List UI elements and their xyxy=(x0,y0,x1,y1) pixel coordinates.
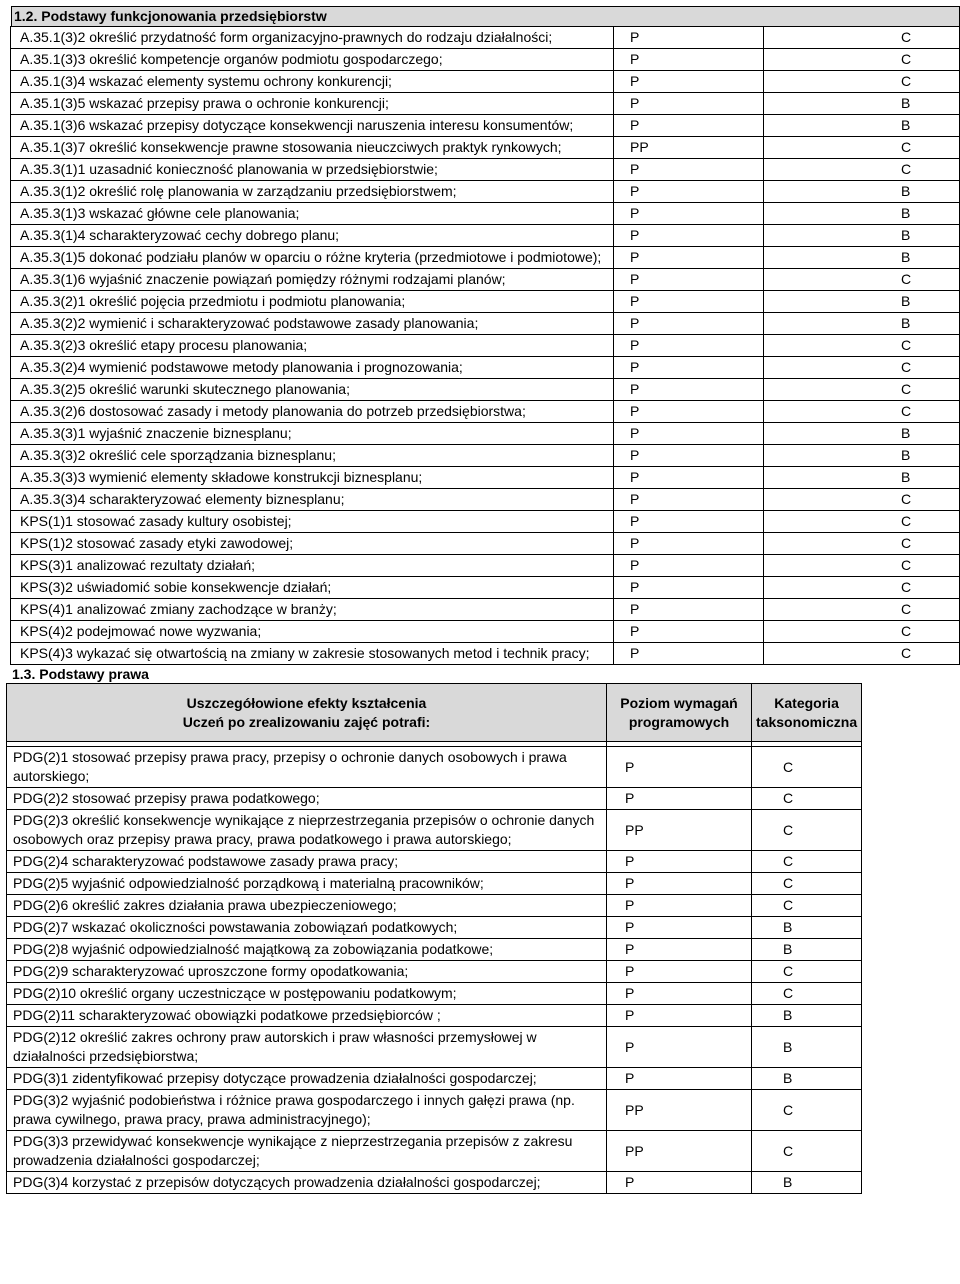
table-row xyxy=(11,49,960,71)
taxonomic-category: C xyxy=(764,621,960,643)
section-1-table xyxy=(10,26,960,665)
taxonomic-category: C xyxy=(752,788,862,810)
requirement-level: P xyxy=(607,747,752,788)
taxonomic-category: C xyxy=(764,379,960,401)
taxonomic-category: B xyxy=(752,1068,862,1090)
requirement-level: P xyxy=(614,555,764,577)
taxonomic-category: B xyxy=(752,939,862,961)
outcome-text: KPS(3)1 analizować rezultaty działań; xyxy=(11,555,614,577)
taxonomic-category: C xyxy=(752,895,862,917)
outcome-text: PDG(2)5 wyjaśnić odpowiedzialność porządkową i materialną pracowników; xyxy=(7,873,607,895)
outcome-text: PDG(2)4 scharakteryzować podstawowe zasady prawa pracy; xyxy=(7,851,607,873)
requirement-level: P xyxy=(607,1172,752,1194)
outcome-text: PDG(3)4 korzystać z przepisów dotyczących prowadzenia działalności gospodarczej; xyxy=(7,1172,607,1194)
taxonomic-category: C xyxy=(764,357,960,379)
table-row xyxy=(11,533,960,555)
outcome-text: A.35.3(2)3 określić etapy procesu planowania; xyxy=(11,335,614,357)
section-1-title: 1.2. Podstawy funkcjonowania przedsiębiorstw xyxy=(11,6,960,26)
outcome-text: A.35.3(3)1 wyjaśnić znaczenie biznesplanu; xyxy=(11,423,614,445)
taxonomic-category: C xyxy=(764,511,960,533)
requirement-level: P xyxy=(614,335,764,357)
taxonomic-category: B xyxy=(764,423,960,445)
outcome-text: A.35.3(1)6 wyjaśnić znaczenie powiązań pomiędzy różnymi rodzajami planów; xyxy=(11,269,614,291)
outcome-text: A.35.3(2)2 wymienić i scharakteryzować podstawowe zasady planowania; xyxy=(11,313,614,335)
table-row xyxy=(11,71,960,93)
table-row xyxy=(11,203,960,225)
table-row xyxy=(11,489,960,511)
requirement-level: P xyxy=(614,115,764,137)
requirement-level: P xyxy=(614,181,764,203)
outcome-text: PDG(2)8 wyjaśnić odpowiedzialność majątkową za zobowiązania podatkowe; xyxy=(7,939,607,961)
outcome-text: A.35.3(2)5 określić warunki skutecznego planowania; xyxy=(11,379,614,401)
requirement-level: P xyxy=(614,71,764,93)
taxonomic-category: B xyxy=(764,445,960,467)
taxonomic-category: B xyxy=(752,1172,862,1194)
taxonomic-category: C xyxy=(764,555,960,577)
taxonomic-category: C xyxy=(764,27,960,49)
table-row xyxy=(11,599,960,621)
requirement-level: P xyxy=(607,873,752,895)
table-row xyxy=(11,247,960,269)
outcome-text: PDG(2)10 określić organy uczestniczące w postępowaniu podatkowym; xyxy=(7,983,607,1005)
table-row xyxy=(7,1005,862,1027)
table-row xyxy=(11,27,960,49)
taxonomic-category: B xyxy=(764,247,960,269)
table-row xyxy=(7,851,862,873)
outcome-text: KPS(4)1 analizować zmiany zachodzące w branży; xyxy=(11,599,614,621)
table-row xyxy=(7,1090,862,1131)
table-row xyxy=(7,873,862,895)
requirement-level: P xyxy=(607,1005,752,1027)
requirement-level: P xyxy=(607,895,752,917)
taxonomic-category: C xyxy=(752,873,862,895)
table-row xyxy=(11,159,960,181)
requirement-level: P xyxy=(607,917,752,939)
taxonomic-category: B xyxy=(764,313,960,335)
requirement-level: P xyxy=(614,445,764,467)
outcome-text: A.35.3(1)1 uzasadnić konieczność planowania w przedsiębiorstwie; xyxy=(11,159,614,181)
outcome-text: KPS(1)1 stosować zasady kultury osobistej; xyxy=(11,511,614,533)
table-row xyxy=(11,313,960,335)
taxonomic-category: C xyxy=(764,599,960,621)
requirement-level: P xyxy=(614,423,764,445)
taxonomic-category: C xyxy=(764,335,960,357)
taxonomic-category: C xyxy=(752,1131,862,1172)
requirement-level: P xyxy=(614,269,764,291)
header-learning-outcomes xyxy=(7,684,607,742)
taxonomic-category: B xyxy=(764,115,960,137)
table-row xyxy=(7,1068,862,1090)
table-row xyxy=(11,445,960,467)
outcome-text: A.35.1(3)6 wskazać przepisy dotyczące konsekwencji naruszenia interesu konsumentów; xyxy=(11,115,614,137)
taxonomic-category: C xyxy=(752,961,862,983)
requirement-level: P xyxy=(614,401,764,423)
table-row xyxy=(11,357,960,379)
requirement-level: P xyxy=(614,313,764,335)
requirement-level: P xyxy=(614,291,764,313)
table-row xyxy=(11,93,960,115)
requirement-level: P xyxy=(614,643,764,665)
taxonomic-category: C xyxy=(764,643,960,665)
outcome-text: A.35.3(2)6 dostosować zasady i metody planowania do potrzeb przedsiębiorstwa; xyxy=(11,401,614,423)
requirement-level: PP xyxy=(607,1131,752,1172)
table-row xyxy=(11,115,960,137)
outcome-text: A.35.3(3)4 scharakteryzować elementy biznesplanu; xyxy=(11,489,614,511)
section-2-table xyxy=(6,683,862,1194)
outcome-text: A.35.1(3)5 wskazać przepisy prawa o ochronie konkurencji; xyxy=(11,93,614,115)
requirement-level: P xyxy=(614,27,764,49)
header-learning-outcomes-line2: Uczeń po zrealizowaniu zajęć potrafi: xyxy=(182,713,431,730)
table-row xyxy=(11,423,960,445)
outcome-text: PDG(3)2 wyjaśnić podobieństwa i różnice prawa gospodarczego i innych gałęzi prawa (np. prawa cywilnego, prawa pracy, prawa administracyjnego); xyxy=(7,1090,607,1131)
outcome-text: A.35.3(2)4 wymienić podstawowe metody planowania i prognozowania; xyxy=(11,357,614,379)
taxonomic-category: B xyxy=(764,467,960,489)
requirement-level: P xyxy=(614,49,764,71)
requirement-level: P xyxy=(614,489,764,511)
requirement-level: P xyxy=(607,983,752,1005)
requirement-level: P xyxy=(614,93,764,115)
outcome-text: KPS(1)2 stosować zasady etyki zawodowej; xyxy=(11,533,614,555)
table-row xyxy=(7,747,862,788)
outcome-text: A.35.1(3)3 określić kompetencje organów podmiotu gospodarczego; xyxy=(11,49,614,71)
table-row xyxy=(11,291,960,313)
taxonomic-category: C xyxy=(752,747,862,788)
taxonomic-category: C xyxy=(764,533,960,555)
requirement-level: P xyxy=(614,599,764,621)
header-taxonomic-category: Kategoria taksonomiczna xyxy=(752,684,862,742)
outcome-text: PDG(2)12 określić zakres ochrony praw autorskich i praw własności przemysłowej w działalności przedsiębiorstwa; xyxy=(7,1027,607,1068)
table-row xyxy=(7,1027,862,1068)
table-row xyxy=(11,555,960,577)
taxonomic-category: C xyxy=(752,983,862,1005)
table-row xyxy=(11,269,960,291)
taxonomic-category: C xyxy=(764,577,960,599)
taxonomic-category: C xyxy=(764,71,960,93)
table-header-row xyxy=(7,684,862,742)
table-row xyxy=(11,577,960,599)
requirement-level: PP xyxy=(607,810,752,851)
requirement-level: P xyxy=(614,203,764,225)
requirement-level: P xyxy=(614,225,764,247)
outcome-text: KPS(4)3 wykazać się otwartością na zmiany w zakresie stosowanych metod i technik pracy; xyxy=(11,643,614,665)
taxonomic-category: B xyxy=(752,917,862,939)
requirement-level: P xyxy=(607,961,752,983)
taxonomic-category: B xyxy=(764,291,960,313)
taxonomic-category: C xyxy=(752,1090,862,1131)
table-row xyxy=(11,401,960,423)
requirement-level: P xyxy=(614,159,764,181)
requirement-level: P xyxy=(614,621,764,643)
table-row xyxy=(11,643,960,665)
taxonomic-category: B xyxy=(764,181,960,203)
table-row xyxy=(11,621,960,643)
outcome-text: A.35.3(3)2 określić cele sporządzania biznesplanu; xyxy=(11,445,614,467)
outcome-text: KPS(3)2 uświadomić sobie konsekwencje działań; xyxy=(11,577,614,599)
outcome-text: A.35.1(3)4 wskazać elementy systemu ochrony konkurencji; xyxy=(11,71,614,93)
requirement-level: P xyxy=(614,533,764,555)
table-row xyxy=(11,225,960,247)
taxonomic-category: C xyxy=(764,159,960,181)
outcome-text: PDG(2)9 scharakteryzować uproszczone formy opodatkowania; xyxy=(7,961,607,983)
header-requirement-level: Poziom wymagań programowych xyxy=(607,684,752,742)
table-row xyxy=(7,788,862,810)
table-row xyxy=(7,895,862,917)
outcome-text: A.35.3(1)4 scharakteryzować cechy dobrego planu; xyxy=(11,225,614,247)
outcome-text: PDG(2)2 stosować przepisy prawa podatkowego; xyxy=(7,788,607,810)
taxonomic-category: C xyxy=(752,810,862,851)
outcome-text: A.35.3(1)3 wskazać główne cele planowania; xyxy=(11,203,614,225)
header-learning-outcomes-line1: Uszczegółowione efekty kształcenia xyxy=(186,694,427,711)
taxonomic-category: C xyxy=(764,49,960,71)
outcome-text: A.35.3(2)1 określić pojęcia przedmiotu i podmiotu planowania; xyxy=(11,291,614,313)
outcome-text: A.35.1(3)2 określić przydatność form organizacyjno-prawnych do rodzaju działalności; xyxy=(11,27,614,49)
requirement-level: P xyxy=(614,357,764,379)
taxonomic-category: B xyxy=(752,1005,862,1027)
taxonomic-category: C xyxy=(764,137,960,159)
table-row xyxy=(7,1131,862,1172)
outcome-text: PDG(3)1 zidentyfikować przepisy dotyczące prowadzenia działalności gospodarczej; xyxy=(7,1068,607,1090)
requirement-level: P xyxy=(607,1027,752,1068)
requirement-level: P xyxy=(614,247,764,269)
outcome-text: PDG(2)3 określić konsekwencje wynikające z nieprzestrzegania przepisów o ochronie danych osobowych oraz przepisy prawa pracy, prawa podatkowego i prawa autorskiego; xyxy=(7,810,607,851)
table-row xyxy=(11,137,960,159)
outcome-text: KPS(4)2 podejmować nowe wyzwania; xyxy=(11,621,614,643)
table-row xyxy=(11,335,960,357)
outcome-text: A.35.3(3)3 wymienić elementy składowe konstrukcji biznesplanu; xyxy=(11,467,614,489)
table-row xyxy=(7,917,862,939)
requirement-level: P xyxy=(614,577,764,599)
outcome-text: PDG(2)1 stosować przepisy prawa pracy, przepisy o ochronie danych osobowych i prawa autorskiego; xyxy=(7,747,607,788)
taxonomic-category: C xyxy=(752,851,862,873)
taxonomic-category: C xyxy=(764,401,960,423)
requirement-level: P xyxy=(607,1068,752,1090)
outcome-text: PDG(3)3 przewidywać konsekwencje wynikające z nieprzestrzegania przepisów z zakresu prowadzenia działalności gospodarczej; xyxy=(7,1131,607,1172)
outcome-text: A.35.1(3)7 określić konsekwencje prawne stosowania nieuczciwych praktyk rynkowych; xyxy=(11,137,614,159)
taxonomic-category: B xyxy=(752,1027,862,1068)
taxonomic-category: B xyxy=(764,225,960,247)
table-row xyxy=(7,1172,862,1194)
table-row xyxy=(7,810,862,851)
section-2-title: 1.3. Podstawy prawa xyxy=(12,666,149,682)
requirement-level: P xyxy=(614,379,764,401)
taxonomic-category: B xyxy=(764,203,960,225)
table-row xyxy=(11,379,960,401)
outcome-text: PDG(2)6 określić zakres działania prawa ubezpieczeniowego; xyxy=(7,895,607,917)
table-row xyxy=(7,983,862,1005)
table-row xyxy=(11,181,960,203)
requirement-level: PP xyxy=(607,1090,752,1131)
requirement-level: P xyxy=(607,939,752,961)
outcome-text: PDG(2)7 wskazać okoliczności powstawania zobowiązań podatkowych; xyxy=(7,917,607,939)
requirement-level: P xyxy=(607,788,752,810)
table-row xyxy=(11,511,960,533)
requirement-level: P xyxy=(607,851,752,873)
table-row xyxy=(7,961,862,983)
taxonomic-category: C xyxy=(764,489,960,511)
table-row xyxy=(7,939,862,961)
table-row xyxy=(11,467,960,489)
requirement-level: P xyxy=(614,511,764,533)
outcome-text: PDG(2)11 scharakteryzować obowiązki podatkowe przedsiębiorców ; xyxy=(7,1005,607,1027)
taxonomic-category: B xyxy=(764,93,960,115)
requirement-level: PP xyxy=(614,137,764,159)
requirement-level: P xyxy=(614,467,764,489)
outcome-text: A.35.3(1)5 dokonać podziału planów w oparciu o różne kryteria (przedmiotowe i podmiotowe); xyxy=(11,247,614,269)
outcome-text: A.35.3(1)2 określić rolę planowania w zarządzaniu przedsiębiorstwem; xyxy=(11,181,614,203)
taxonomic-category: C xyxy=(764,269,960,291)
